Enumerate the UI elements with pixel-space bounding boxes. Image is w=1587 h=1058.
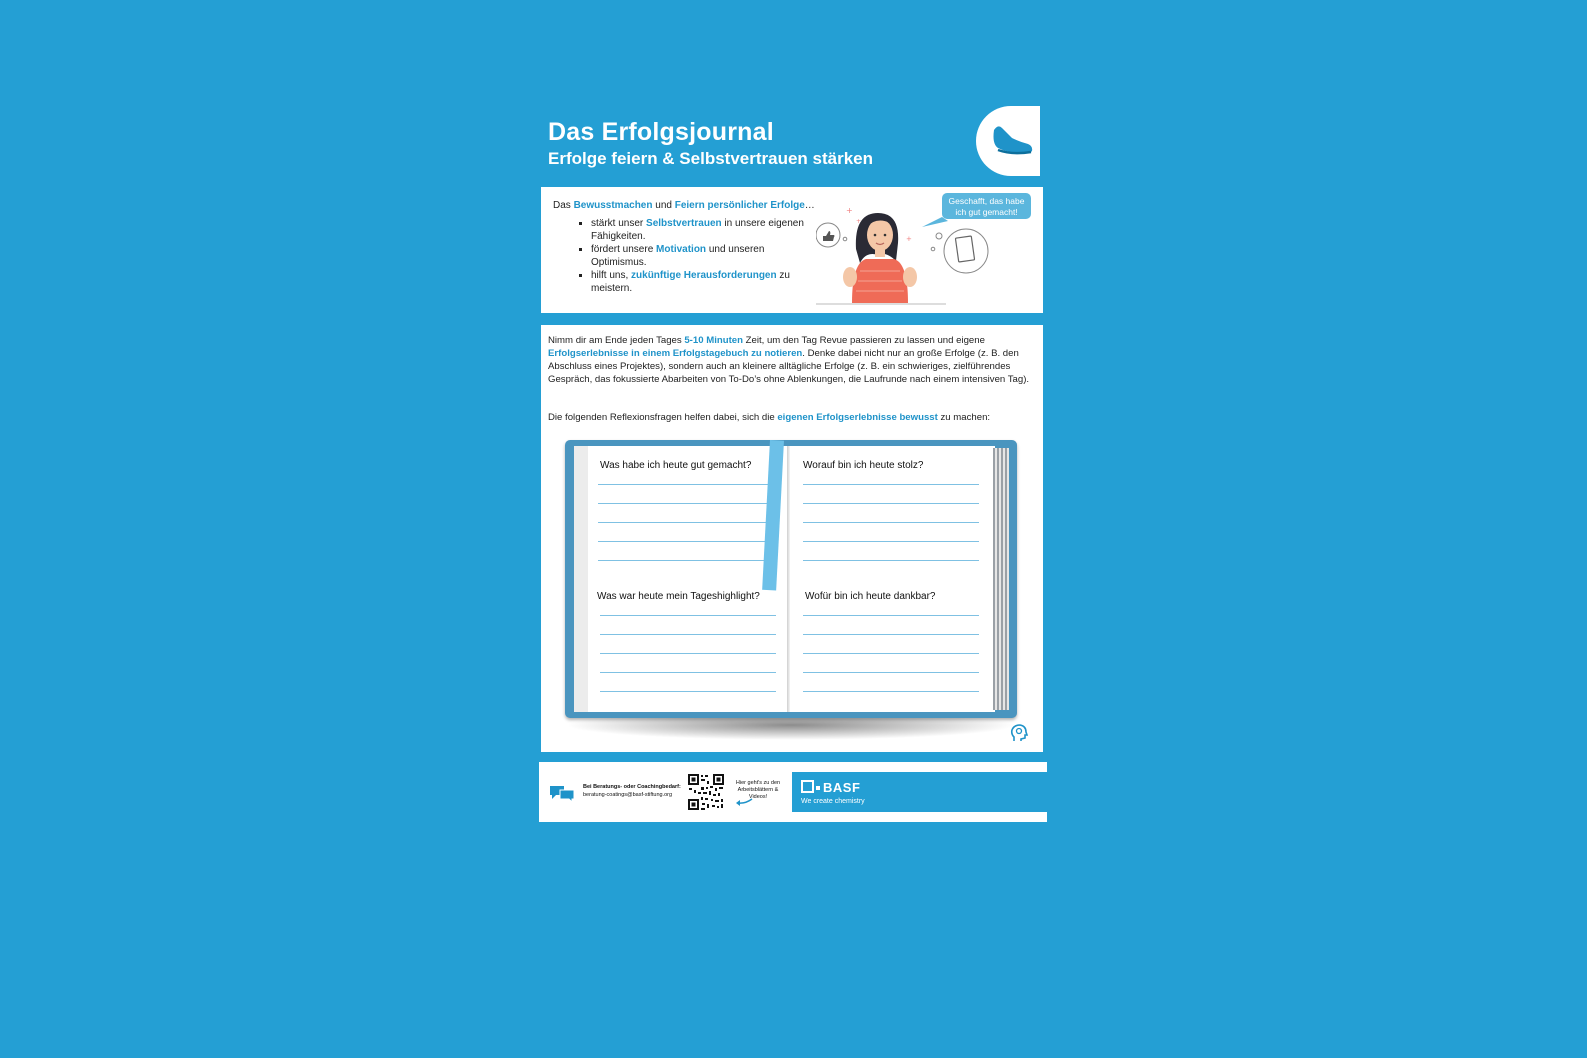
bullet-text: hilft uns, bbox=[591, 270, 632, 281]
page-title: Das Erfolgsjournal bbox=[548, 118, 774, 146]
bullet-highlight: Selbstvertrauen bbox=[646, 218, 722, 229]
bullet-highlight: Motivation bbox=[656, 244, 707, 255]
head-icon bbox=[1009, 723, 1029, 743]
intro-lead bbox=[553, 200, 815, 211]
book-spine bbox=[787, 446, 790, 712]
instructions-text: Nimm dir am Ende jeden Tages bbox=[548, 335, 685, 346]
lead-suffix: … bbox=[804, 200, 815, 211]
instructions-highlight-journal: Erfolgserlebnisse in einem Erfolgstagebuch zu notieren bbox=[548, 348, 803, 359]
speech-bubble: Geschafft, das habe ich gut gemacht! bbox=[942, 193, 1031, 219]
chat-bubbles-icon bbox=[549, 784, 575, 802]
bullet-confidence bbox=[591, 217, 821, 243]
header bbox=[540, 106, 1040, 178]
bullet-text: und unseren Optimismus. bbox=[591, 244, 765, 268]
instructions-highlight-minutes: 5-10 Minuten bbox=[684, 335, 743, 346]
question-grateful: Wofür bin ich heute dankbar? bbox=[805, 591, 936, 602]
reflection-intro-highlight: eigenen Erfolgserlebnisse bewusst bbox=[777, 412, 938, 423]
question-highlight: Was war heute mein Tageshighlight? bbox=[597, 591, 760, 602]
instructions-text: Zeit, um den Tag Revue passieren zu lassen und eigene bbox=[742, 335, 985, 346]
bullet-highlight: zukünftige Herausforderungen bbox=[631, 270, 777, 281]
bullet-text: in unsere eigenen Fähigkeiten. bbox=[591, 218, 804, 242]
journal-book bbox=[565, 440, 1017, 735]
question-done-well: Was habe ich heute gut gemacht? bbox=[600, 460, 752, 471]
intro-bullet-list bbox=[571, 217, 821, 295]
contact-label: Bei Beratungs- oder Coachingbedarf: bbox=[583, 784, 681, 790]
instructions-text: . Denke dabei nicht nur an große Erfolge (z. B. den Abschluss eines Projektes), sondern auch an kleinere alltägliche Erfolge (z. B. ein schwieriges, zielführendes Gespräch, das fokussierte Abarbeiten von To-Do’s ohne Ablenkungen, die Laufrunde nach einem intensiven Tag). bbox=[548, 348, 1030, 385]
main-card bbox=[541, 325, 1043, 752]
bullet-motivation bbox=[591, 243, 821, 269]
qr-hint: Hier geht's zu den Arbeitsblättern & Videos! bbox=[735, 780, 781, 800]
lead-highlight-celebrate: Feiern persönlicher Erfolge bbox=[674, 200, 805, 211]
basf-tagline: We create chemistry bbox=[801, 798, 865, 805]
contact-email[interactable]: beratung-coatings@basf-stiftung.org bbox=[583, 792, 673, 798]
intro-card bbox=[541, 187, 1043, 313]
lead-mid: und bbox=[652, 200, 675, 211]
answer-lines-proud[interactable] bbox=[803, 466, 979, 561]
bullet-challenges bbox=[591, 269, 821, 295]
basf-logo bbox=[801, 780, 860, 795]
curved-arrow-icon bbox=[735, 798, 753, 806]
bullet-text: zu meistern. bbox=[591, 270, 790, 294]
book-page-edges bbox=[993, 448, 1009, 710]
basf-logo-text: BASF bbox=[823, 780, 861, 795]
lead-highlight-awareness: Bewusstmachen bbox=[573, 200, 653, 211]
reflection-intro-text: Die folgenden Reflexionsfragen helfen dabei, sich die bbox=[548, 412, 778, 423]
reflection-intro bbox=[548, 412, 990, 423]
svg-text:+: + bbox=[846, 206, 853, 215]
footer bbox=[539, 762, 1047, 822]
svg-text:+: + bbox=[906, 235, 912, 243]
qr-code[interactable] bbox=[687, 773, 725, 811]
instructions-paragraph bbox=[548, 334, 1038, 386]
question-proud: Worauf bin ich heute stolz? bbox=[803, 460, 924, 471]
reflection-intro-text: zu machen: bbox=[937, 412, 991, 423]
answer-lines-grateful[interactable] bbox=[803, 597, 979, 692]
shoe-icon bbox=[990, 120, 1034, 156]
shoe-badge bbox=[976, 106, 1040, 176]
svg-text:+: + bbox=[856, 218, 862, 225]
bullet-text: fördert unsere bbox=[591, 244, 657, 255]
page-subtitle: Erfolge feiern & Selbstvertrauen stärken bbox=[548, 149, 874, 168]
lead-prefix: Das bbox=[553, 200, 574, 211]
answer-lines-highlight[interactable] bbox=[600, 597, 776, 692]
answer-lines-done-well[interactable] bbox=[598, 466, 774, 561]
bullet-text: stärkt unser bbox=[591, 218, 647, 229]
